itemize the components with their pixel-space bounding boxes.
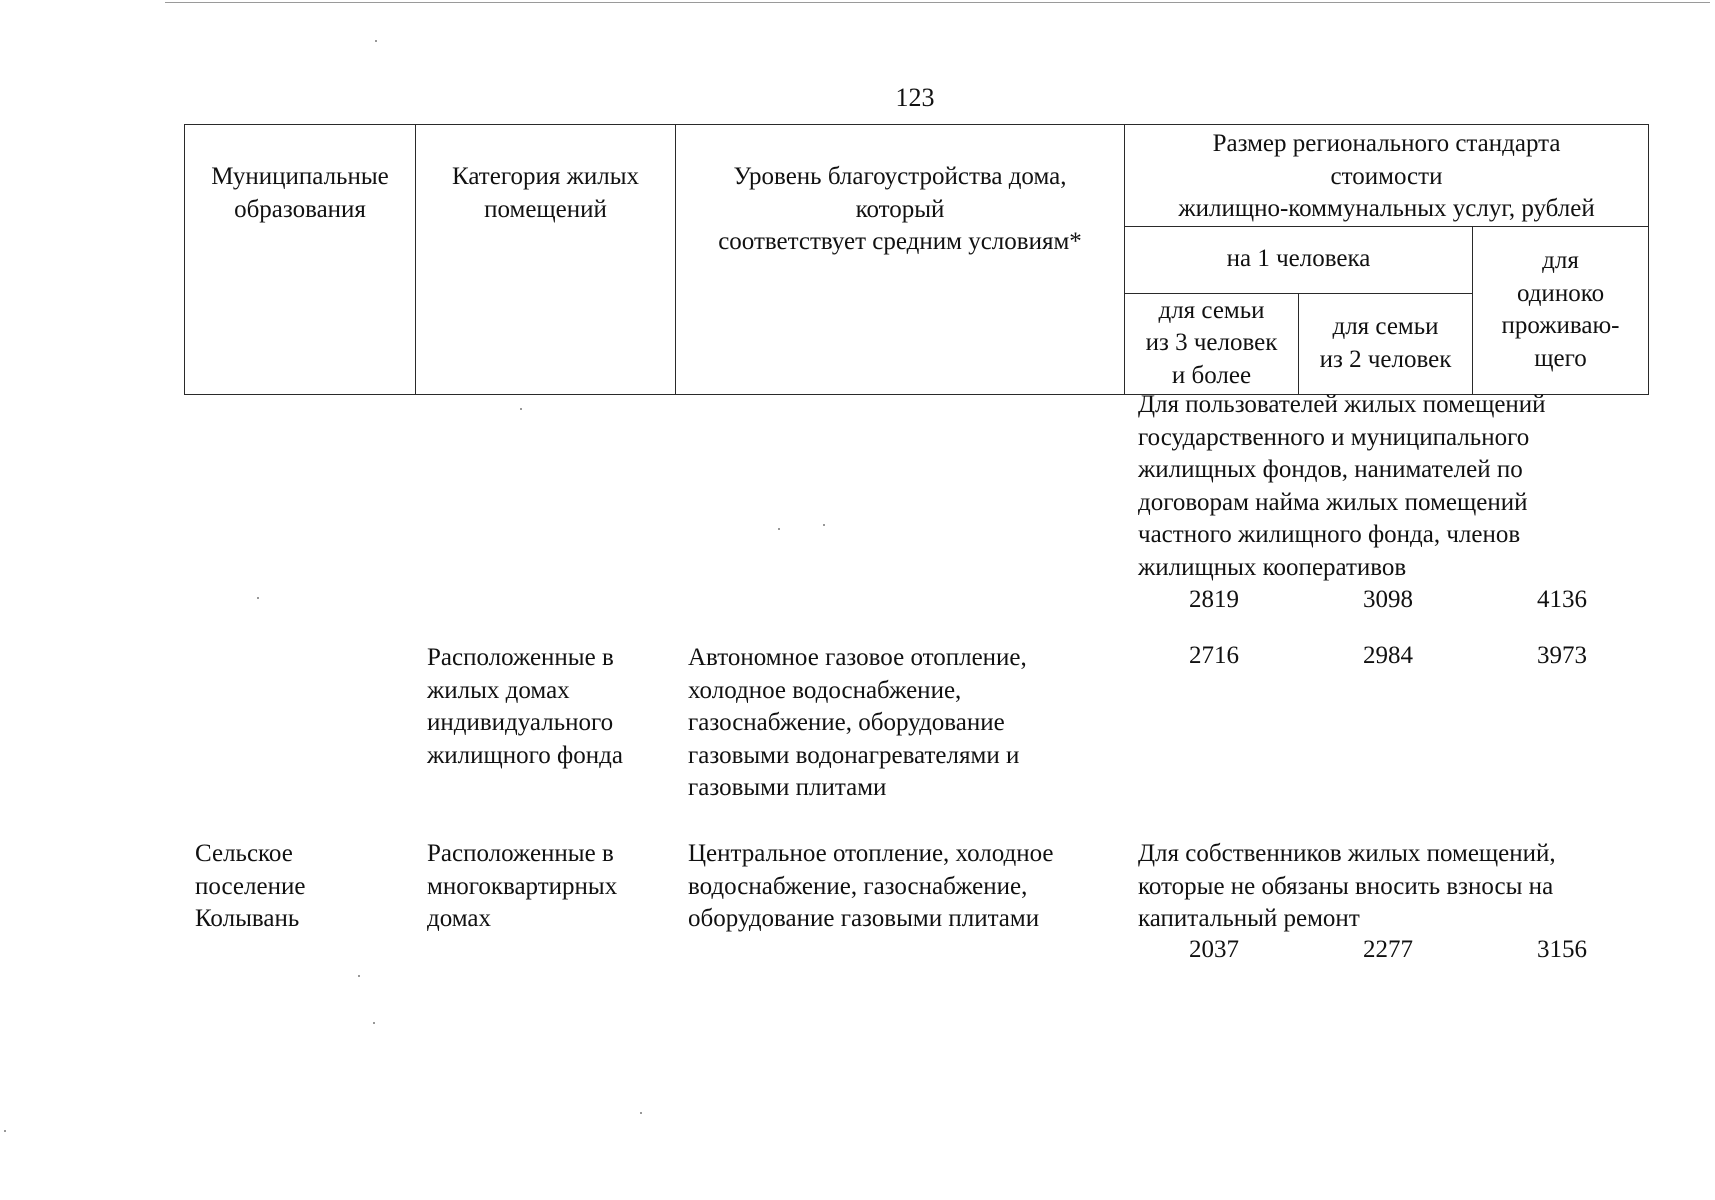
level-autonomous-gas: Автономное газовое отопление, холодное водоснабжение, газоснабжение, оборудование газовыми водонагревателями и газовыми плитами: [688, 644, 1027, 801]
value-family-2: 2984: [1363, 642, 1413, 669]
value-single: 3156: [1537, 936, 1587, 963]
scan-speck: [640, 1112, 642, 1114]
scan-speck: [358, 975, 360, 977]
municipality-kolyvan: Сельское поселение Колывань: [195, 840, 306, 932]
scan-speck: [823, 524, 825, 526]
level-central-heating: Центральное отопление, холодное водоснабжение, газоснабжение, оборудование газовыми плитами: [688, 840, 1054, 932]
value-family-3: 2819: [1189, 586, 1239, 613]
header-level: Уровень благоустройства дома, который соответствует средним условиям*: [676, 125, 1125, 395]
header-standard-size: Размер регионального стандарта стоимости жилищно-коммунальных услуг, рублей: [1125, 125, 1649, 227]
header-family-2: для семьи из 2 человек: [1299, 293, 1473, 394]
category-individual: Расположенные в жилых домах индивидуального жилищного фонда: [427, 644, 623, 769]
value-family-2: 2277: [1363, 936, 1413, 963]
group-note-owners: Для собственников жилых помещений, которые не обязаны вносить взносы на капитальный ремонт: [1138, 840, 1556, 932]
table-header: [184, 124, 1649, 395]
value-family-3: 2716: [1189, 642, 1239, 669]
header-category: Категория жилых помещений: [416, 125, 676, 395]
scan-speck: [778, 528, 780, 530]
category-apartment: Расположенные в многоквартирных домах: [427, 840, 618, 932]
scan-speck: [520, 408, 522, 410]
scan-speck: [373, 1022, 375, 1024]
scan-speck: [375, 40, 377, 42]
header-per-person: на 1 человека: [1125, 226, 1473, 293]
value-family-2: 3098: [1363, 586, 1413, 613]
header-single: для одиноко проживаю- щего: [1473, 226, 1649, 394]
value-single: 3973: [1537, 642, 1587, 669]
page-number: 123: [895, 83, 935, 112]
scan-speck: [257, 597, 259, 599]
scan-speck: [4, 1130, 6, 1132]
value-family-3: 2037: [1189, 936, 1239, 963]
page-top-rule: [165, 2, 1710, 3]
header-municipality: Муниципальные образования: [185, 125, 416, 395]
group-note-users: Для пользователей жилых помещений государственного и муниципального жилищных фондов, нанимателей по договорам найма жилых помещений частного жилищного фонда, членов жилищных кооперативов: [1138, 391, 1546, 581]
header-family-3: для семьи из 3 человек и более: [1125, 293, 1299, 394]
value-single: 4136: [1537, 586, 1587, 613]
